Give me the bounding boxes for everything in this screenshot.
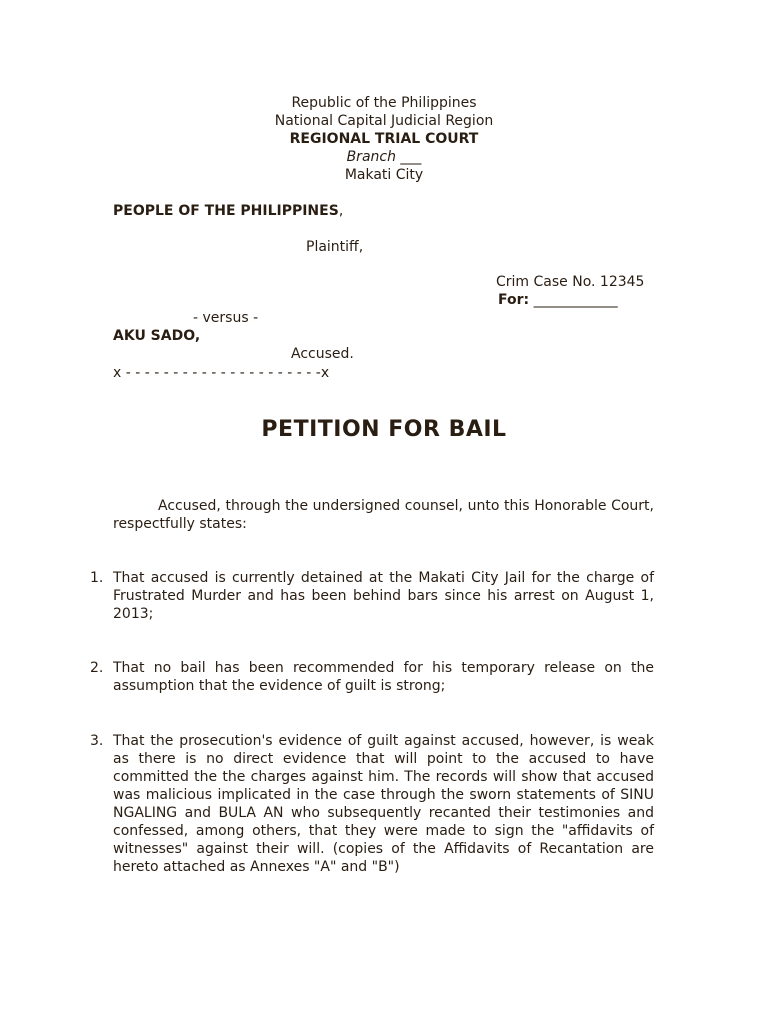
plaintiff-name-line [113, 202, 343, 220]
list-item [90, 732, 654, 876]
caption-separator: x - - - - - - - - - - - - - - - - - - - - -x [113, 365, 330, 381]
item-text: That the prosecution's evidence of guilt against accused, however, is weak as there is no direct evidence that will point to the accused to have committed the the charges against him. The records will show that accused was malicious implicated in the case through the sworn statements of SINU NGALING and BULA AN who subsequently recanted their testimonies and confessed, among others, that they were made to sign the "affidavits of witnesses" against their will. (copies of the Affidavits of Recantation are hereto attached as Annexes "A" and "B") [113, 733, 654, 875]
item-text: That accused is currently detained at the Makati City Jail for the charge of Frustrated Murder and has been behind bars since his arrest on August 1, 2013; [113, 570, 654, 622]
for-label: For: [498, 292, 530, 308]
city-line: Makati City [344, 167, 424, 183]
accused-name: AKU SADO, [113, 328, 201, 344]
item-text: That no bail has been recommended for his temporary release on the assumption that the evidence of guilt is strong; [113, 660, 654, 694]
list-item [90, 569, 654, 623]
plaintiff-role: Plaintiff, [306, 239, 364, 255]
item-number: 2. [90, 660, 104, 676]
case-number: Crim Case No. 12345 [496, 274, 645, 290]
item-number: 1. [90, 570, 104, 586]
republic-line: Republic of the Philippines [291, 95, 477, 111]
versus-line: - versus - [193, 310, 259, 326]
document-title: PETITION FOR BAIL [261, 417, 507, 442]
branch-blank: ___ [400, 149, 422, 165]
for-blank: ____________ [533, 292, 618, 308]
charge-line [498, 291, 618, 309]
item-number: 3. [90, 733, 104, 749]
region-line: National Capital Judicial Region [274, 113, 494, 129]
accused-role: Accused. [291, 346, 354, 362]
plaintiff-comma: , [338, 203, 344, 219]
intro-paragraph: Accused, through the undersigned counsel, unto this Honorable Court, respectfully states: [113, 498, 654, 532]
branch-line [0, 148, 768, 166]
branch-label: Branch [346, 149, 396, 165]
court-line: REGIONAL TRIAL COURT [289, 131, 479, 147]
list-item [90, 659, 654, 695]
plaintiff-name: PEOPLE OF THE PHILIPPINES [113, 203, 339, 219]
